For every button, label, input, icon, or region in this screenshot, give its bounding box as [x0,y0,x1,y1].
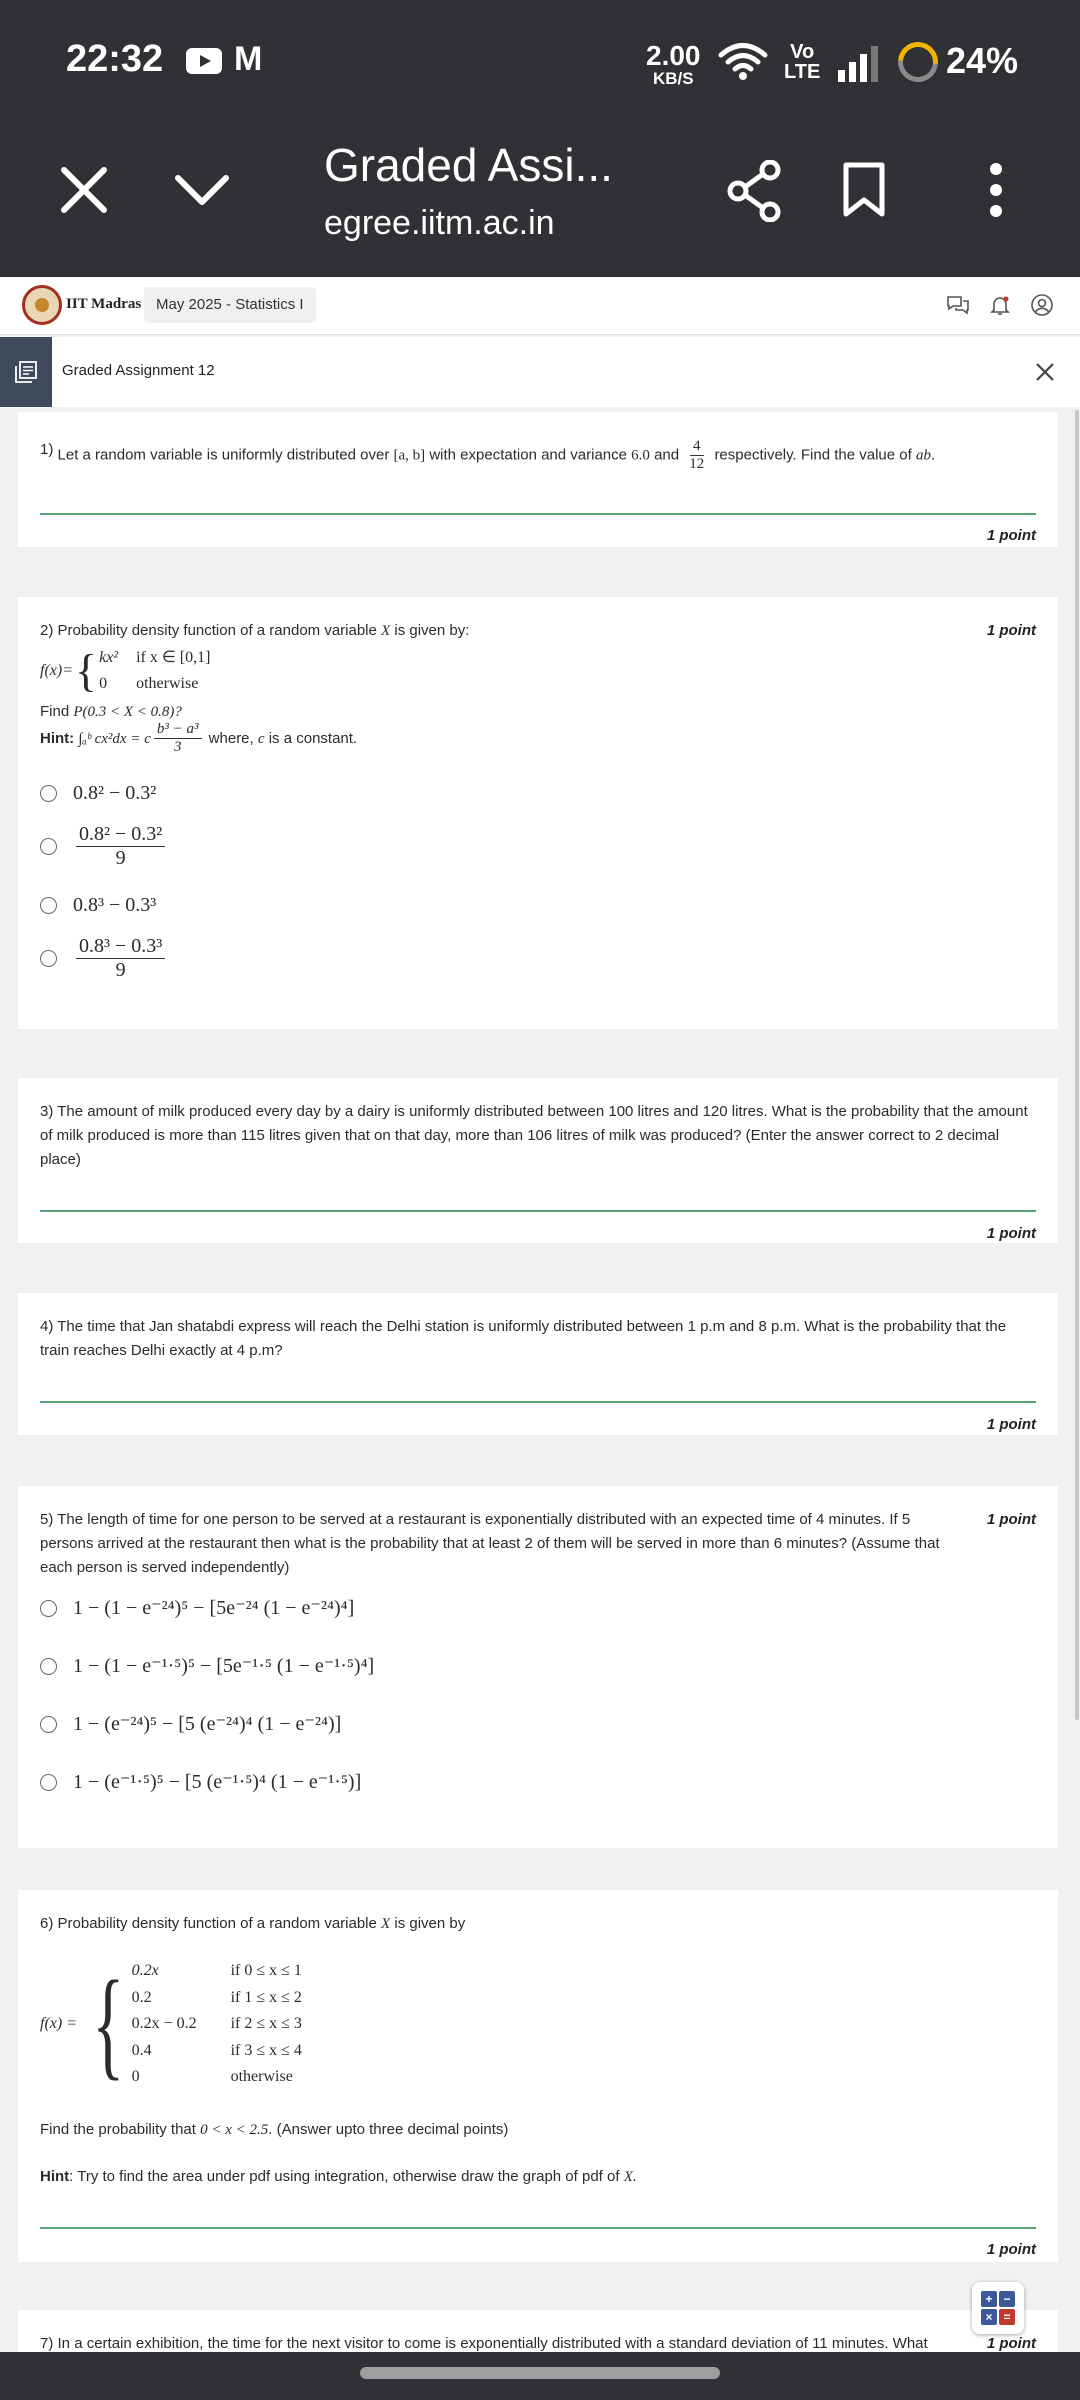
option-label: 1 − (e⁻¹·⁵)⁵ − [5 (e⁻¹·⁵)⁴ (1 − e⁻¹·⁵)] [73,1771,362,1793]
q2-hint-integral: ∫ₐᵇ cx²dx = c [78,730,151,747]
radio-button[interactable] [40,1658,57,1675]
q2-cases [99,645,210,697]
option-label: 1 − (e⁻²⁴)⁵ − [5 (e⁻²⁴)⁴ (1 − e⁻²⁴)] [73,1713,342,1735]
network-speed [646,42,701,87]
question-card-1 [18,412,1058,547]
points-label: 1 point [986,1225,1036,1242]
q6-pdf [40,1958,302,2091]
radio-button[interactable] [40,1774,57,1791]
option-fraction [76,935,165,982]
question-text [40,1100,1036,1172]
calc-times-key: × [981,2309,997,2325]
signal-icon [836,46,880,82]
option-4[interactable] [40,1770,361,1794]
points-label: 1 point [986,1511,1036,1528]
question-number: 3) [40,1103,54,1120]
option-1[interactable] [40,1596,354,1620]
question-card-3 [18,1078,1058,1243]
status-time: 22:32 [66,38,164,80]
assignment-title: Graded Assignment 12 [62,362,215,379]
q6-case-cond: if 1 ≤ x ≤ 2 [230,1988,302,2006]
q6-brace: { [92,1956,125,2092]
q2-text-end: is given by: [394,622,470,639]
q6-text-end: is given by [394,1915,466,1932]
chat-icon[interactable] [946,293,970,317]
question-text [40,1912,1036,1936]
q6-case-expr: 0.2x [131,1962,159,1979]
q6-hint-var: X. [623,2169,637,2185]
radio-button[interactable] [40,1600,57,1617]
question-number: 4) [40,1318,54,1335]
q4-text: The time that Jan shatabdi express will reach the Delhi station is uniformly distributed between 1 p.m and 8 p.m. What is the probability that the train reaches Delhi exactly at 4 p.m? [40,1318,1007,1359]
q2-case2-cond: otherwise [136,675,199,692]
q2-var: X [381,623,391,639]
points-label: 1 point [986,622,1036,639]
q2-hint-fraction [154,721,202,757]
tab-title: Graded Assi... [324,139,613,191]
q2-brace: { [75,645,98,696]
q6-case-cond: if 2 ≤ x ≤ 3 [230,2015,302,2032]
url-text[interactable]: egree.iitm.ac.in [324,204,555,242]
q6-hint [40,2165,1036,2189]
option-4[interactable] [40,935,168,982]
option-3[interactable] [40,1712,341,1736]
q1-text-before: Let a random variable is uniformly distributed over [57,446,390,464]
youtube-icon [186,48,222,74]
q2-hint-c: c [257,730,265,747]
q6-f-label: f(x) = [40,2015,77,2033]
q6-case-cond: otherwise [230,2068,293,2085]
question-number: 2) [40,622,54,639]
answer-input[interactable] [40,1210,1036,1212]
question-number: 6) [40,1915,54,1932]
option-label: 0.8³ − 0.3³ [73,894,157,916]
scrollbar[interactable] [1075,410,1079,1720]
q1-expectation: 6.0 [631,447,650,464]
question-number: 5) [40,1511,54,1528]
q1-and: and [654,446,680,464]
radio-button[interactable] [40,1716,57,1733]
q7-text: In a certain exhibition, the time for the next visitor to come is exponentially distributed with a standard deviation of 11 minutes. What [57,2335,928,2352]
answer-input[interactable] [40,2227,1036,2229]
q1-text-mid: with expectation and variance [429,446,627,464]
q2-pdf [40,645,210,697]
option-1[interactable] [40,781,156,805]
battery-percent: 24% [946,40,1019,81]
more-options-icon[interactable] [982,162,1010,218]
share-icon[interactable] [726,160,782,222]
q1-var-den: 12 [689,456,705,473]
wifi-icon [718,42,768,82]
q6-case-expr: 0 [131,2068,140,2085]
profile-icon[interactable] [1030,293,1054,317]
option-label: 0.8² − 0.3² [73,782,157,804]
close-icon[interactable] [1034,361,1056,383]
bookmark-icon[interactable] [842,162,886,218]
chevron-down-icon[interactable] [174,170,230,210]
radio-button[interactable] [40,838,57,855]
network-speed-value: 2.00 [646,40,701,71]
q6-case-cond: if 3 ≤ x ≤ 4 [230,2041,302,2059]
option-2[interactable] [40,823,168,870]
option-label: 1 − (1 − e⁻²⁴)⁵ − [5e⁻²⁴ (1 − e⁻²⁴)⁴] [73,1597,355,1619]
points-label: 1 point [986,2335,1036,2352]
answer-input[interactable] [40,1401,1036,1403]
question-number: 1) [40,441,54,458]
notification-bell-icon[interactable] [988,293,1012,317]
q2-find-expr: P(0.3 < X < 0.8)? [73,704,182,720]
gmail-icon: M [234,40,263,78]
option-den: 9 [115,847,126,869]
question-card-6 [18,1890,1058,2262]
volte-top: Vo [790,41,815,63]
site-header [0,277,1080,335]
question-text [40,2332,948,2352]
q1-period: . [930,446,936,464]
question-card-2 [18,597,1058,1029]
option-3[interactable] [40,893,156,917]
q2-hint-where: where, [208,729,254,747]
q2-f-label: f(x)= [40,662,73,679]
calculator-button[interactable] [972,2282,1024,2334]
q6-case-cond: if 0 ≤ x ≤ 1 [230,1962,302,1979]
q1-text-after: respectively. Find the value of [714,446,912,464]
network-speed-unit: KB/S [652,69,694,88]
q2-case2-expr: 0 [99,675,108,692]
question-text [40,1315,1036,1363]
q2-hint-num: b³ − a³ [154,721,202,739]
option-label: 1 − (1 − e⁻¹·⁵)⁵ − [5e⁻¹·⁵ (1 − e⁻¹·⁵)⁴] [73,1655,375,1677]
q2-hint [40,721,1036,757]
close-icon[interactable] [60,166,108,214]
q6-hint-label: Hint [40,2168,70,2185]
question-text [40,438,1036,474]
calc-plus-key: + [981,2291,997,2307]
q6-text: Probability density function of a random variable [57,1915,377,1932]
option-num: 0.8² − 0.3² [76,823,165,847]
q2-case1-cond: if x ∈ [0,1] [136,649,211,666]
q1-variance-fraction [686,438,707,474]
q6-case-expr: 0.2 [131,1988,152,2006]
q2-case1-expr: kx² [99,649,119,666]
points-label: 1 point [986,1416,1036,1433]
q6-cases [132,1958,302,2091]
volte-bottom: LTE [784,61,821,83]
question-card-5 [18,1486,1058,1848]
q2-hint-const: is a constant. [268,729,358,747]
q1-interval: [a, b] [393,447,426,464]
answer-input[interactable] [40,513,1036,515]
q2-hint-label: Hint: [40,729,75,747]
q5-text: The length of time for one person to be served at a restaurant is exponentially distributed with an expected time of 4 minutes. If 5 persons arrived at the restaurant then what is the probability that at least 2 of them will be served in more than 6 minutes? (Assume that each person is served independently) [40,1511,940,1576]
q6-find [40,2118,1036,2142]
q6-find-expr: 0 < x < 2.5 [200,2122,269,2138]
org-name[interactable]: IIT Madras [66,296,142,312]
radio-button[interactable] [40,897,57,914]
question-card-4 [18,1293,1058,1435]
q2-find-label: Find [40,703,70,720]
document-list-icon [14,360,38,384]
q6-var: X [381,1916,391,1932]
points-label: 1 point [986,527,1036,544]
calc-minus-key: − [999,2291,1015,2307]
q2-text: Probability density function of a random variable [57,622,377,639]
volte-indicator [784,42,820,82]
iitm-logo[interactable] [22,285,62,325]
q6-case-expr: 0.4 [131,2041,152,2059]
q2-hint-den: 3 [173,739,182,756]
radio-button[interactable] [40,785,57,802]
q6-case-expr: 0.2x − 0.2 [131,2015,197,2032]
option-den: 9 [115,959,126,981]
assignment-tab[interactable] [0,337,52,407]
q6-find-label: Find the probability that [40,2121,196,2138]
battery-icon [890,34,946,90]
calc-equals-key: = [999,2309,1015,2325]
q6-find-end: . (Answer upto three decimal points) [268,2121,509,2138]
question-text [40,1508,948,1580]
option-2[interactable] [40,1654,374,1678]
course-chip[interactable]: May 2025 - Statistics I [144,287,316,323]
points-label: 1 point [986,2241,1036,2258]
q3-text: The amount of milk produced every day by a dairy is uniformly distributed between 100 litres and 120 litres. What is the probability that the amount of milk produced is more than 115 litres given that on that day, more than 106 litres of milk was produced? (Enter the answer correct to 2 decimal place) [40,1103,1028,1168]
option-fraction [76,823,165,870]
question-number: 7) [40,2335,54,2352]
q1-target: ab [915,447,931,464]
radio-button[interactable] [40,950,57,967]
q1-var-num: 4 [690,438,704,456]
q6-hint-text: : Try to find the area under pdf using integration, otherwise draw the graph of pdf of [69,2168,620,2185]
question-text [40,619,1036,643]
question-card-7 [18,2310,1058,2352]
option-num: 0.8³ − 0.3³ [76,935,165,959]
home-indicator[interactable] [360,2367,720,2379]
assignment-bar [0,337,1080,407]
browser-chrome [0,0,1080,277]
